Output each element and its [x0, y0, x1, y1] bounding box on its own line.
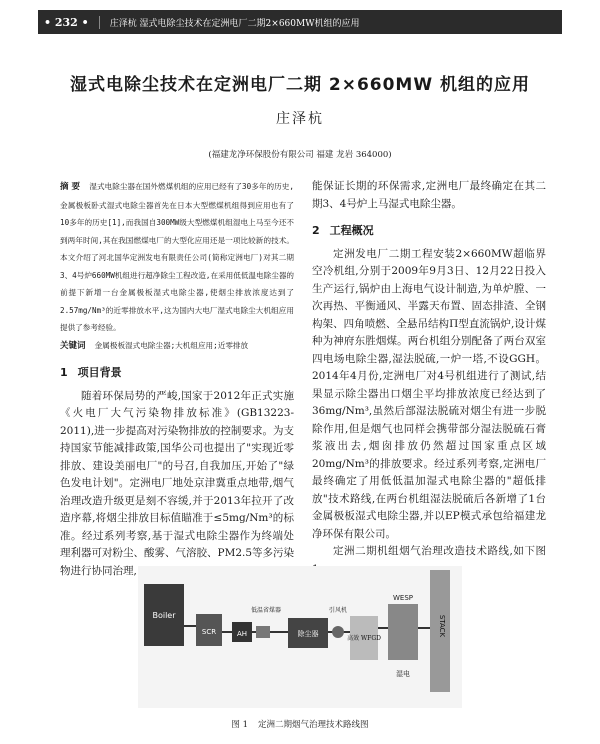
stack-label: STACK	[438, 614, 446, 638]
article-title: 湿式电除尘技术在定洲电厂二期 2×660MW 机组的应用	[69, 75, 531, 95]
caption-text: 定洲二期烟气治理技术路线图	[258, 720, 369, 730]
keywords-text: 金属极板湿式电除尘器;大机组应用;近零排放	[94, 340, 249, 350]
wesp-label: WESP	[392, 594, 414, 602]
caption-label: 图 1	[231, 720, 249, 730]
affiliation: (福建龙净环保股份有限公司 福建 龙岩 364000)	[208, 150, 392, 160]
boiler-label: Boiler	[152, 611, 176, 620]
fan-symbol	[332, 626, 344, 638]
route-paragraph: 定洲二期机组烟气治理改造技术路线,如下图	[333, 545, 546, 557]
process-flow-diagram	[138, 566, 462, 708]
abstract-text: 湿式电除尘器在国外燃煤机组的应用已经有了30多年的历史,金属极板卧式湿式电除尘器首先在日本大型燃煤机组得到应用也有了10多年的历史[1],而我国自300MW级大型燃煤机组湿电上马至今还不到两年时间,其在我国燃煤电厂的大型化应用还是一项比较新的技术。本文介绍了河北国华定洲发电有限责任公司(简称定洲电厂)对其二期3、4号炉660MW机组进行超净除尘工程改造,在采用低低温电除尘器的前提下新增一台金属极板湿式电除尘器,使烟尘排放浓度达到了2.57mg/Nm³的近零排放水平,这为国内大电厂湿式电除尘大机组应用提供了参考经验。	[60, 182, 295, 332]
keywords	[60, 337, 294, 356]
continued-paragraph: 能保证长期的环保需求,定洲电厂最终确定在其二期3、4号炉上马湿式电除尘器。	[312, 180, 546, 210]
scr-label: SCR	[201, 628, 217, 636]
section-heading-1: 1 项目背景	[60, 366, 122, 379]
wesp-cn-label: 湿电	[396, 670, 410, 678]
fan-label: 引风机	[328, 607, 348, 614]
economizer-label: 低温省煤器	[250, 607, 282, 614]
abstract-label: 摘 要	[60, 182, 81, 192]
section-heading-2: 2 工程概况	[312, 224, 374, 237]
economizer-block	[256, 626, 270, 638]
right-column	[312, 178, 546, 578]
left-column	[60, 178, 294, 580]
page-number: • 232 •	[38, 16, 100, 29]
ah-label: AH	[236, 630, 248, 638]
wfgd-label: 高效 WFGD	[347, 635, 381, 642]
keywords-label: 关键词	[60, 340, 86, 351]
running-title: 庄泽杭 湿式电除尘技术在定洲电厂二期2×660MW机组的应用	[109, 18, 360, 29]
wesp-block	[388, 604, 418, 660]
figure-caption	[38, 718, 562, 730]
page-header	[38, 10, 562, 34]
esp-label: 除尘器	[297, 630, 319, 638]
abstract	[60, 178, 294, 337]
left-body-paragraph: 随着环保局势的严峻,国家于2012年正式实施《火电厂大气污染物排放标准》(GB13223-2011),进一步提高对污染物排放的控制要求。为支持国家节能减排政策,国华公司也提出了"实现近零排放、建设美丽电厂"的号召,自我加压,开始了"绿色发电计划"。定洲电厂地处京津冀重点地带,烟气治理改造升级更是刻不容缓,并于2013年拉开了改造序幕,将烟尘排放目标值瞄准于≤5mg/Nm³的标准。经过系列考察,基于湿式电除尘器作为终端处理利器可对粉尘、酸雾、气溶胶、PM2.5等多污染物进行协同治理,	[60, 389, 295, 577]
project-paragraph: 定洲发电厂二期工程安装2×660MW超临界空冷机组,分别于2009年9月3日、12月22日投入生产运行,锅炉由上海电气设计制造,为单炉膛、一次再热、平衡通风、半露天布置、固态排渣、全钢构架、四角喷燃、全悬吊结构Π型直流锅炉,设计煤种为神府东胜烟煤。两台机组分别配备了两台双室四电场电除尘器,湿法脱硫,一炉一塔,不设GGH。2014年4月份,定洲电厂对4号机组进行了测试,结果显示除尘器出口烟尘平均排放浓度已经达到了36mg/Nm³,虽然后部湿法脱硫对烟尘有进一步脱除作用,但是烟气也同样会携带部分湿法脱硫石膏浆液出去,烟囱排放仍然超过国家重点区域20mg/Nm³的排放要求。经过系列考察,定洲电厂最终确定了用低低温加湿式电除尘器的"超低排放"技术路线,在两台机组湿法脱硫后各新增了1台金属极板湿式电除尘器,并以EP模式承包给福建龙净环保有限公司。	[312, 247, 546, 540]
author: 庄泽杭	[276, 111, 324, 127]
